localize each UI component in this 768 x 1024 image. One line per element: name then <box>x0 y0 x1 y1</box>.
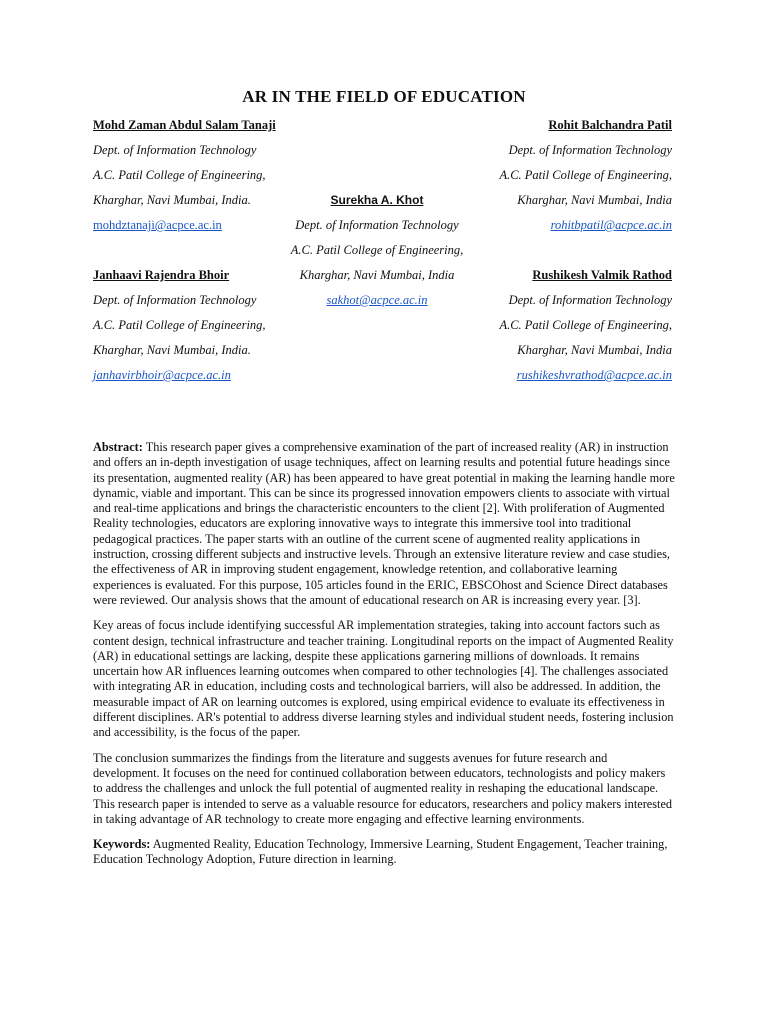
abstract-section <box>93 440 675 878</box>
author-email-link[interactable]: rushikeshvrathod@acpce.ac.in <box>516 368 672 382</box>
author-location: Kharghar, Navi Mumbai, India <box>517 193 672 207</box>
author-block-bhoir <box>93 263 266 388</box>
abstract-text: This research paper gives a comprehensive examination of the part of increased reality (AR) in instruction and offers an in-depth investigation of usage techniques, affect on learning results and potential future headings since its presentation, augmented reality (AR) has been appeared to have great potential in making the learning handle more dynamic, viable and important. This can be since its progressed innovation empowers clients to associate with virtual and real-time applications and brings the characteristic encounters to the client [2]. With proliferation of Augmented Reality technologies, educators are exploring innovative ways to integrate this immersive tool into traditional pedagogical practices. The paper starts with an outline of the current scene of augmented reality applications in instruction, crossing different subjects and instructive levels. Through an extensive literature review and case studies, the effectiveness of AR in improving student engagement, knowledge retention, and collaborative learning experiences is evaluated. For this purpose, 105 articles found in the ERIC, EBSCOhost and Science Direct databases were reviewed. Our analysis shows that the amount of educational research on AR is increasing every year. [3]. <box>93 440 675 607</box>
author-email-link[interactable]: sakhot@acpce.ac.in <box>326 293 428 307</box>
keywords-paragraph <box>93 837 675 868</box>
author-college: A.C. Patil College of Engineering, <box>93 318 266 332</box>
paper-title: AR IN THE FIELD OF EDUCATION <box>242 87 526 106</box>
author-location: Kharghar, Navi Mumbai, India <box>299 268 455 282</box>
keywords-text: Augmented Reality, Education Technology, Immersive Learning, Student Engagement, Teacher training, Education Technology Adoption, Future direction in learning. <box>93 837 668 867</box>
abstract-label: Abstract: <box>93 440 143 454</box>
author-block-rathod <box>499 263 672 388</box>
author-email-link[interactable]: janhavirbhoir@acpce.ac.in <box>93 368 231 382</box>
author-department: Dept. of Information Technology <box>508 143 672 157</box>
author-college: A.C. Patil College of Engineering, <box>499 318 672 332</box>
author-location: Kharghar, Navi Mumbai, India. <box>93 343 251 357</box>
author-department: Dept. of Information Technology <box>295 218 459 232</box>
abstract-paragraph-3: The conclusion summarizes the findings from the literature and suggests avenues for future research and development. It focuses on the need for continued collaboration between educators, technologists and policy makers to address the challenges and unlock the full potential of augmented reality in reshaping the educational landscape. This research paper is intended to serve as a valuable resource for educators, researchers and policy makers interested in taking advantage of AR technology to create more engaging and effective learning environments. <box>93 750 673 826</box>
author-college: A.C. Patil College of Engineering, <box>290 243 464 257</box>
author-block-patil <box>499 113 672 238</box>
author-department: Dept. of Information Technology <box>93 293 257 307</box>
author-name: Surekha A. Khot <box>330 193 424 207</box>
author-location: Kharghar, Navi Mumbai, India. <box>93 193 251 207</box>
author-college: A.C. Patil College of Engineering, <box>93 168 266 182</box>
author-name: Janhaavi Rajendra Bhoir <box>93 268 230 282</box>
author-name: Mohd Zaman Abdul Salam Tanaji <box>93 118 276 132</box>
author-location: Kharghar, Navi Mumbai, India <box>517 343 672 357</box>
author-college: A.C. Patil College of Engineering, <box>499 168 672 182</box>
keywords-label: Keywords: <box>93 837 151 852</box>
author-name: Rushikesh Valmik Rathod <box>532 268 672 282</box>
author-name: Rohit Balchandra Patil <box>548 118 672 132</box>
author-block-khot <box>277 188 477 313</box>
author-email-link[interactable]: rohitbpatil@acpce.ac.in <box>550 218 672 232</box>
author-block-tanaji <box>93 113 276 238</box>
author-department: Dept. of Information Technology <box>93 143 257 157</box>
author-email-link[interactable]: mohdztanaji@acpce.ac.in <box>93 218 222 232</box>
author-department: Dept. of Information Technology <box>508 293 672 307</box>
abstract-paragraph-1 <box>93 440 675 608</box>
abstract-paragraph-2: Key areas of focus include identifying successful AR implementation strategies, taking into account factors such as content design, technical infrastructure and teacher training. Longitudinal reports on the impact of Augmented Reality (AR) in educational settings are lacking, despite these applications garnering millions of downloads. It remains uncertain how AR influences learning outcomes when compared to other technologies [4]. The challenges associated with integrating AR in education, including costs and technological barriers, will also be addressed. In addition, the measurable impact of AR on learning outcomes is explored, using empirical evidence to evaluate its effectiveness in different disciplines. AR's potential to address diverse learning styles and individual student needs, fostering inclusion and accessibility, is the focus of the paper. <box>93 618 674 740</box>
